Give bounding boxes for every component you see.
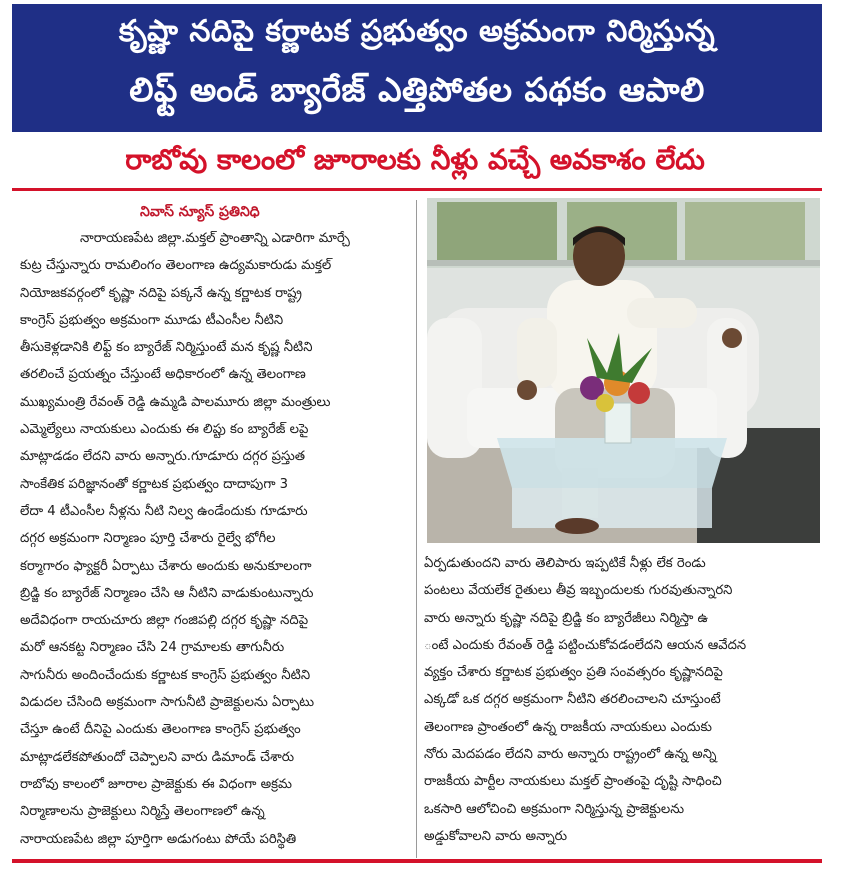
text-line: కాంగ్రెస్ ప్రభుత్వం అక్రమంగా మూడు టీఎంసీల నీటిని (20, 312, 284, 328)
text-line: తెలంగాణ ప్రాంతంలో ఉన్న రాజకీయ నాయకులు ఎందుకు (424, 719, 712, 735)
text-line: నారాయణపేట జిల్లా పూర్తిగా అడుగంటు పోయే పరిస్థితి (20, 831, 297, 847)
text-line: కుట్ర చేస్తున్నారు రామలింగం తెలంగాణ ఉద్యమకారుడు మక్తల్ (20, 258, 332, 274)
left-column (20, 225, 412, 853)
text-line: దగ్గర అక్రమంగా నిర్మాణం పూర్తి చేశారు రైల్వే భోగీల (20, 531, 276, 547)
text-line: తరలించే ప్రయత్నం చేస్తుంటే అధికారంలో ఉన్న తెలంగాణ (20, 367, 306, 383)
text-line: అడ్డుకోవాలని వారు అన్నారు (424, 828, 568, 844)
text-line: నోరు మెదపడం లేదని వారు అన్నారు రాష్ట్రంలో ఉన్న అన్ని (424, 747, 717, 763)
text-line: పంటలు వేయలేక రైతులు తీవ్ర ఇబ్బందులకు గురవుతున్నారని (424, 583, 733, 599)
text-line: రాబోవు కాలంలో జూరాల ప్రాజెక్టుకు ఈ విధంగా అక్రమ (20, 776, 292, 792)
byline: నివాస్ న్యూస్ ప్రతినిధి (140, 204, 260, 220)
text-line: విడుదల చేసింది అక్రమంగా సాగునీటి ప్రాజెక్టులను ఏర్పాటు (20, 695, 315, 711)
headline-banner (12, 4, 822, 132)
text-line: బ్రిడ్జి కం బ్యారేజ్ నిర్మాణం చేసి ఆ నీటిని వాడుకుంటున్నారు (20, 585, 314, 601)
column-divider (416, 200, 417, 858)
right-column (424, 550, 818, 850)
text-line: ఎక్కడో ఒక దగ్గర అక్రమంగా నీటిని తరలించాలని చూస్తుంటే (424, 692, 721, 708)
text-line: మరో ఆనకట్ట నిర్మాణం చేసి 24 గ్రామాలకు తాగునీరు (20, 640, 285, 656)
text-line: చేస్తూ ఉంటే దీనిపై ఎందుకు తెలంగాణ కాంగ్రెస్ ప్రభుత్వం (20, 722, 301, 738)
text-line: నిర్మాణాలను ప్రాజెక్టులు నిర్మిస్తే తెలంగాణలో ఉన్న (20, 804, 265, 820)
text-line: సాగునీరు అందించేందుకు కర్ణాటక కాంగ్రెస్ ప్రభుత్వం నీటిని (20, 667, 311, 683)
text-line: ంటే ఎందుకు రేవంత్ రెడ్డి పట్టించుకోవడంలేదని ఆయన ఆవేదన (424, 637, 747, 653)
person-photo-icon (427, 198, 820, 543)
text-line: మాట్లాడడం లేదని వారు అన్నారు.గూడూరు దగ్గర ప్రస్తుత (20, 449, 306, 465)
text-line: సాంకేతిక పరిజ్ఞానంతో కర్ణాటక ప్రభుత్వం దాదాపుగా 3 (20, 476, 289, 492)
bottom-rule (12, 859, 822, 863)
text-line: మాట్లాడలేకపోతుందో చెప్పాలని వారు డిమాండ్ చేశారు (20, 749, 295, 765)
text-line: వ్యక్తం చేశారు కర్ణాటక ప్రభుత్వం ప్రతి సంవత్సరం కృష్ణానదిపై (424, 665, 723, 681)
text-line: నియోజకవర్గంలో కృష్ణా నదిపై పక్కనే ఉన్న కర్ణాటక రాష్ట్ర (20, 285, 302, 301)
article-photo (427, 198, 820, 543)
subhead-rule (12, 188, 822, 191)
headline-line1: కృష్ణా నదిపై కర్ణాటక ప్రభుత్వం అక్రమంగా నిర్మిస్తున్న (118, 14, 716, 49)
text-line: కర్మాగారం ఫ్యాక్టరీ ఏర్పాటు చేశారు అందుకు అనుకూలంగా (20, 558, 312, 574)
text-line: నారాయణపేట జిల్లా.మక్తల్ ప్రాంతాన్ని ఎడారిగా మార్చే (80, 231, 350, 246)
text-line: వారు అన్నారు కృష్ణా నదిపై బ్రిడ్జి కం బ్యారేజీలు నిర్మిస్తా ఉ (424, 610, 709, 626)
text-line: అదేవిధంగా రాయచూరు జిల్లా గంజిపల్లి దగ్గర కృష్ణా నదిపై (20, 613, 309, 629)
text-line: ఒకసారి ఆలోచించి అక్రమంగా నిర్మిస్తున్న ప్రాజెక్టులను (424, 801, 685, 817)
text-line: తీసుకెళ్లడానికి లిఫ్ట్ కం బ్యారేజ్ నిర్మిస్తుంటే మన కృష్ణ నీటిని (20, 340, 313, 356)
text-line: ముఖ్యమంత్రి రేవంత్ రెడ్డి ఉమ్మడి పాలమూరు జిల్లా మంత్రులు (20, 394, 331, 410)
subheadline: రాబోవు కాలంలో జూరాలకు నీళ్లు వచ్చే అవకాశం లేదు (125, 143, 705, 176)
text-line: రాజకీయ పార్టీల నాయకులు మక్తల్ ప్రాంతంపై దృష్టి సాధించి (424, 774, 722, 790)
text-line: లేదా 4 టీఎంసీల నీళ్లను నీటి నిల్వ ఉండేందుకు గూడూరు (20, 503, 308, 519)
text-line: ఎమ్మెల్యేలు నాయకులు ఎందుకు ఈ లిప్టు కం బ్యారేజ్ లపై (20, 422, 309, 438)
text-line: ఏర్పడుతుందని వారు తెలిపారు ఇప్పటికే నీళ్లు లేక రెండు (424, 556, 706, 571)
headline-line2: లిఫ్ట్ అండ్ బ్యారేజ్ ఎత్తిపోతల పథకం ఆపాలి (129, 70, 705, 109)
